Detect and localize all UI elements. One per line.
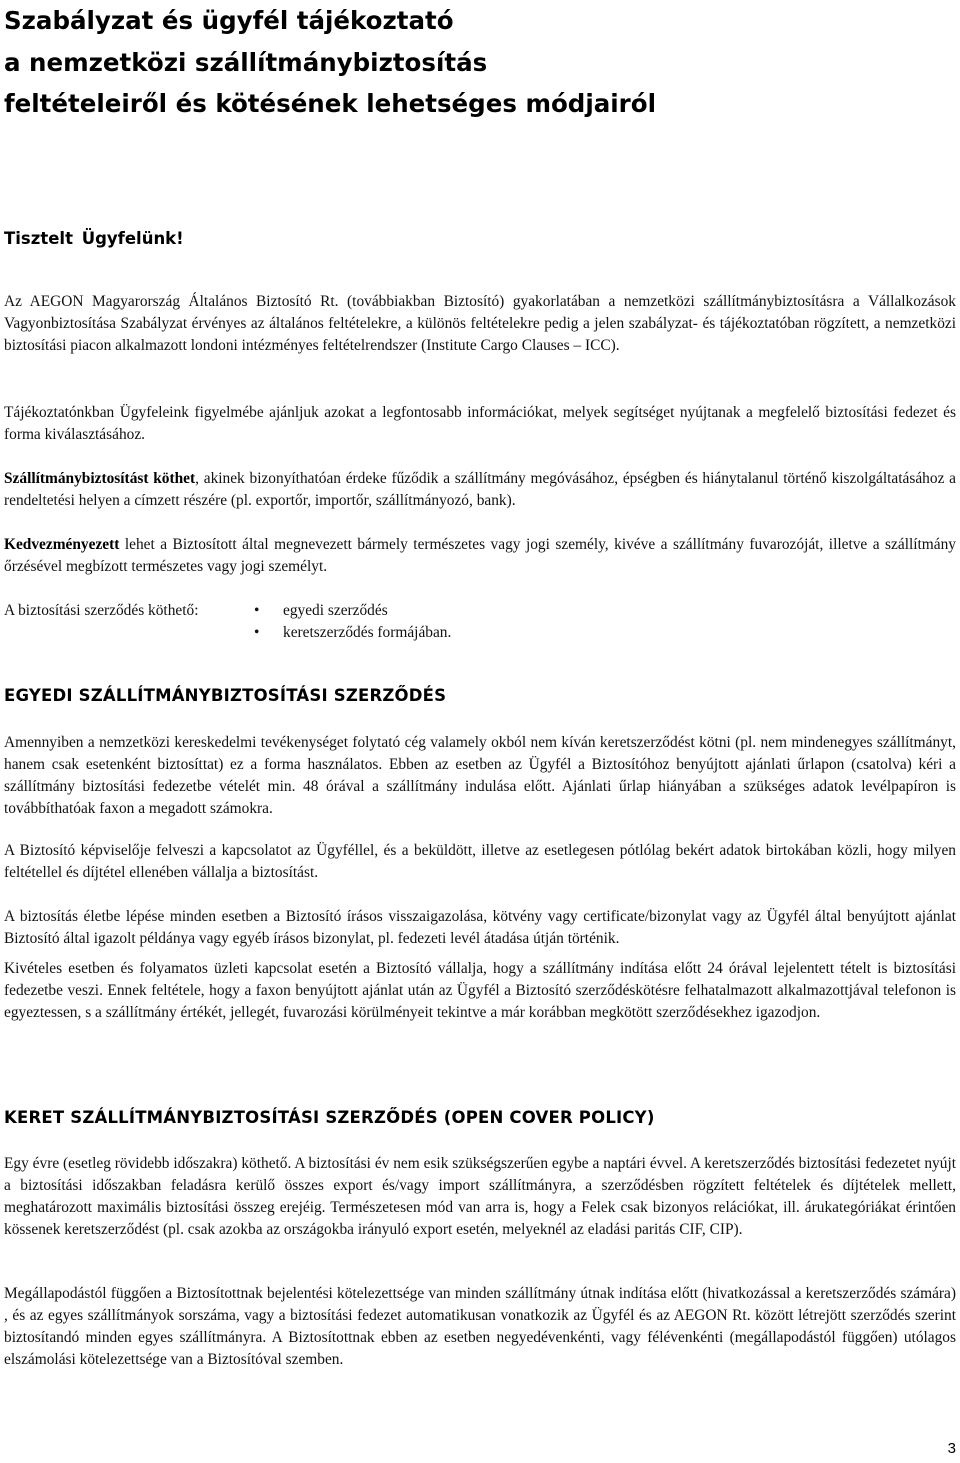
section1-paragraph-block (4, 958, 956, 1024)
section1-paragraph-block (4, 732, 956, 820)
section2-paragraph-block (4, 1283, 956, 1371)
section1-paragraph: A Biztosító képviselője felveszi a kapcsolatot az Ügyféllel, és a beküldött, illetve az esetlegesen pótlólag bekért adatok birtokában közli, hogy milyen feltétellel és díjtétel ellenében vállalja a biztosítást. (4, 842, 956, 881)
section1-paragraph: A biztosítás életbe lépése minden esetben a Biztosító írásos visszaigazolása, kötvény vagy certificate/bizonylat vagy az Ügyfél által benyújtott ajánlat Biztosító által igazolt példánya vagy egyéb írásos bizonylat, pl. fedezeti levél átadása útján történik. (4, 908, 956, 947)
info-paragraph-block (4, 402, 956, 446)
info-paragraph: Tájékoztatónkban Ügyfeleink figyelmébe ajánljuk azokat a legfontosabb információkat, melyek segítséget nyújtanak a megfelelő biztosítási fedezet és forma kiválasztásához. (4, 404, 956, 443)
beneficiary-term: Kedvezményezett (4, 536, 120, 553)
section1-paragraph: Kivételes esetben és folyamatos üzleti kapcsolat esetén a Biztosító vállalja, hogy a szállítmány indítása előtt 24 órával lejelentett tételt is biztosítási fedezetbe veszi. Ennek feltétele, hogy a faxon benyújtott ajánlat után az Ügyfél a Biztosító szerződéskötésre felhatalmazott alkalmazottjával telefonon is egyeztessen, s a szállítmány értékét, jellegét, fuvarozási körülményeit tekintve a már korábban megkötött szerződésekhez igazodjon. (4, 960, 956, 1021)
section1-paragraph-block (4, 840, 956, 884)
beneficiary-paragraph (4, 534, 956, 578)
beneficiary-text: lehet a Biztosított által megnevezett bármely természetes vagy jogi személy, kivéve a szállítmány fuvarozóját, illetve a szállítmány őrzésével megbízott természetes vagy jogi személyt. (4, 536, 956, 575)
section2-paragraph: Megállapodástól függően a Biztosítottnak bejelentési kötelezettsége van minden szállítmány útnak indítása előtt (hivatkozással a keretszerződés számára) , és az egyes szállítmányok sorszáma, vagy a biztosítási fedezet automatikusan vonatkozik az Ügyfél és az AEGON Rt. között létrejött szerződés szerint biztosítandó minden egyes szállítmányra. A Biztosítottnak ebben az esetben negyedévenkénti, vagy félévenkénti (megállapodástól függően) utólagos elszámolási kötelezettsége van a Biztosítóval szemben. (4, 1285, 956, 1368)
bullet-icon: • (254, 624, 260, 641)
title-line: feltételeiről és kötésének lehetséges módjairól (4, 89, 656, 118)
list-item-text: egyedi szerződés (283, 602, 388, 619)
section-heading-individual: EGYEDI SZÁLLÍTMÁNYBIZTOSÍTÁSI SZERZŐDÉS (4, 686, 447, 705)
section1-paragraph: Amennyiben a nemzetközi kereskedelmi tevékenységet folytató cég valamely okból nem kíván keretszerződést kötni (pl. nem mindenegyes szállítmányt, hanem csak esetenként biztosíttat) ez a forma használatos. Ebben az esetben az Ügyfél a Biztosítóhoz benyújtott ajánlati űrlapon (csatolva) kéri a szállítmány biztosítási fedezetbe vételét min. 48 órával a szállítmány indulása előtt. Ajánlati űrlap hiányában a szükséges adatok levélpapíron is továbbíthatóak faxon a megadott számokra. (4, 734, 956, 817)
list-item (254, 600, 451, 622)
who-can-term: Szállítmánybiztosítást köthet (4, 470, 196, 487)
title-line: Szabályzat és ügyfél tájékoztató (4, 6, 454, 35)
title-line: a nemzetközi szállítmánybiztosítás (4, 47, 488, 77)
contract-forms-list (254, 600, 451, 644)
list-item (254, 622, 451, 644)
intro-paragraph: Az AEGON Magyarország Általános Biztosító Rt. (továbbiakban Biztosító) gyakorlatában a nemzetközi szállítmánybiztosításra a Vállalkozások Vagyonbiztosítása Szabályzat érvényes az általános feltételekre, a különös feltételekre pedig a jelen szabályzat- és tájékoztatóban rögzített, a nemzetközi biztosítási piacon alkalmazott londoni intézményes feltételrendszer (Institute Cargo Clauses – ICC). (4, 293, 956, 354)
page-number: 3 (947, 1440, 956, 1457)
section1-paragraph-block (4, 906, 956, 950)
section2-paragraph-block (4, 1153, 956, 1241)
section-heading-open-cover: KERET SZÁLLÍTMÁNYBIZTOSÍTÁSI SZERZŐDÉS (OPEN COVER POLICY) (4, 1108, 655, 1127)
section2-paragraph: Egy évre (esetleg rövidebb időszakra) köthető. A biztosítási év nem esik szükségszerűen egybe a naptári évvel. A keretszerződés biztosítási fedezetet nyújt a biztosítási időszakban feladásra kerülő összes export és/vagy import szállítmányra, a szerződésben rögzített feltételek és díjtételek mellett, meghatározott maximális biztosítási összeg erejéig. Természetesen mód van arra is, hogy a Felek csak bizonyos relációkat, ill. árukategóriákat érintően kössenek keretszerződést (pl. csak azokba az országokba irányuló export esetén, melyeknél az eladási paritás CIF, CIP). (4, 1155, 956, 1238)
contract-forms-label: A biztosítási szerződés köthető: (4, 602, 199, 619)
list-item-text: keretszerződés formájában. (283, 624, 452, 641)
intro-paragraph-block (4, 291, 956, 357)
beneficiary-paragraph-block (4, 534, 956, 578)
document-title (4, 0, 944, 125)
greeting: Tisztelt Ügyfelünk! (4, 229, 184, 248)
bullet-icon: • (254, 602, 260, 619)
who-can-text: , akinek bizonyíthatóan érdeke fűződik a szállítmány megóvásához, épségben és hiánytalanul történő kiszolgáltatásához a rendeltetési helyen a címzett részére (pl. exportőr, importőr, szállítmányozó, bank). (4, 470, 956, 509)
contract-forms (4, 600, 704, 648)
who-can-paragraph-block (4, 468, 956, 512)
who-can-paragraph (4, 468, 956, 512)
